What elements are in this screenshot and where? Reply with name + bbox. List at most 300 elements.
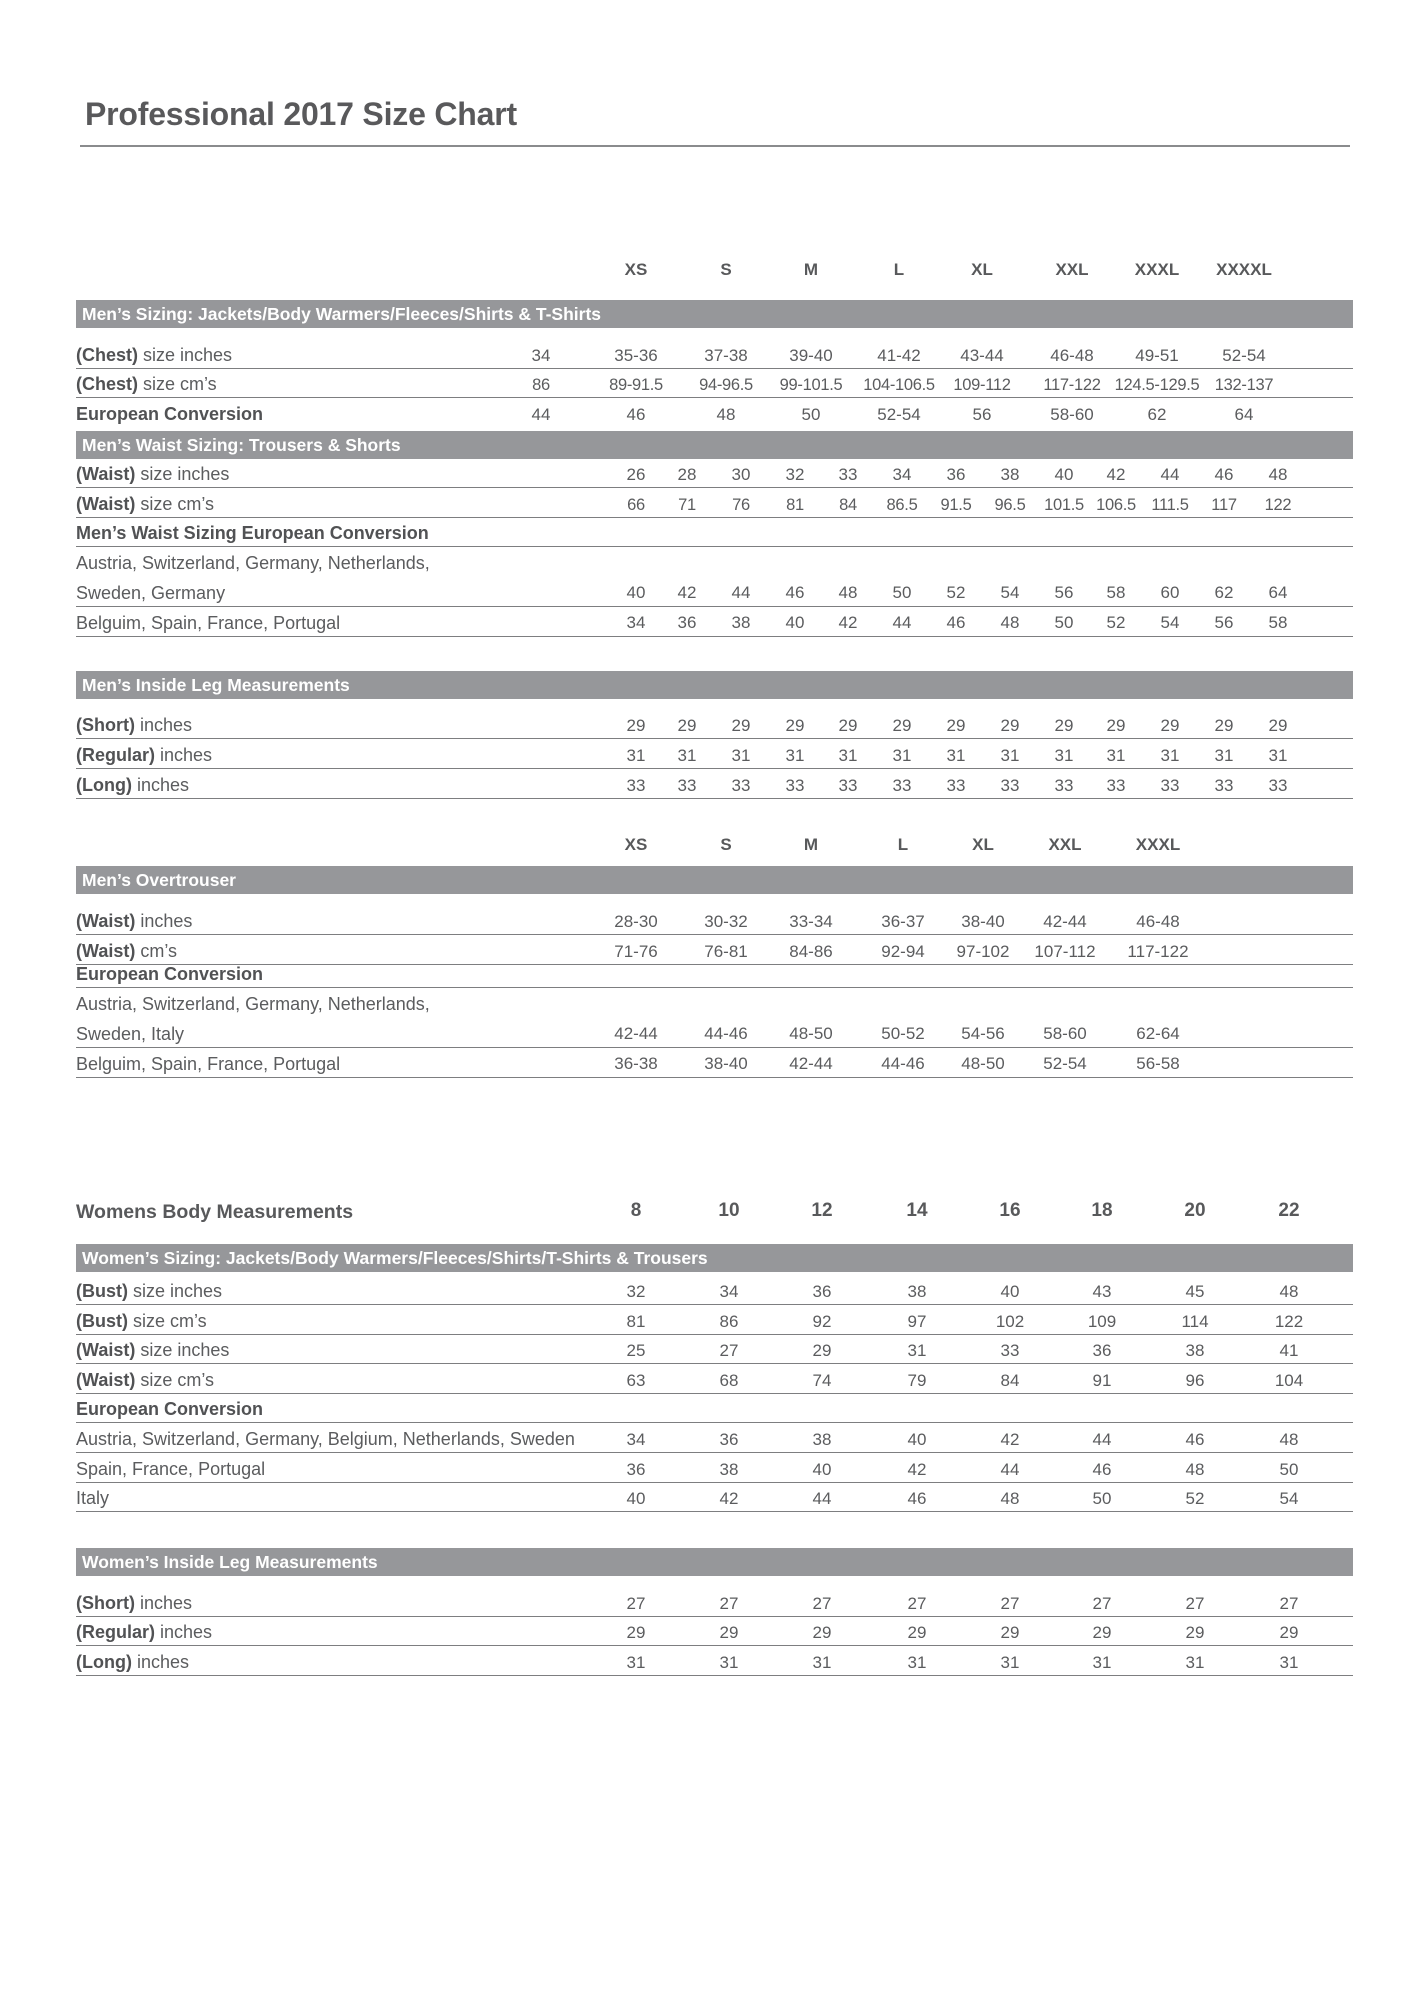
value-cell: 34: [626, 1430, 646, 1449]
value-cell: 92-94: [881, 942, 925, 961]
row-label: [76, 1310, 207, 1332]
size-column-header: 14: [906, 1200, 928, 1221]
size-column-header: XXL: [1048, 835, 1082, 854]
value-cell: 36: [677, 613, 697, 632]
value-cell: 31: [907, 1653, 927, 1672]
size-column-header: 22: [1278, 1200, 1300, 1221]
value-cell: 56: [1054, 583, 1074, 602]
value-cell: 29: [892, 716, 912, 735]
row-divider: [76, 934, 1353, 935]
size-column-header: 10: [718, 1200, 740, 1221]
value-cell: 122: [1274, 1312, 1304, 1331]
value-cell: 42: [719, 1489, 739, 1508]
value-cell: 62-64: [1136, 1024, 1180, 1043]
value-cell: 58: [1268, 613, 1288, 632]
value-cell: 46: [1214, 465, 1234, 484]
row-divider: [76, 546, 1353, 547]
value-cell: 89-91.5: [609, 376, 663, 394]
value-cell: 56-58: [1136, 1054, 1180, 1073]
size-column-header: XL: [972, 835, 994, 854]
row-label-measure: (Waist): [76, 1340, 136, 1360]
value-cell: 33: [731, 776, 751, 795]
value-cell: 62: [1147, 405, 1167, 424]
size-column-header: XXXL: [1135, 835, 1181, 854]
value-cell: 25: [626, 1341, 646, 1360]
size-column-header: XS: [624, 835, 648, 854]
value-cell: 33: [1268, 776, 1288, 795]
womens-conversion-heading: European Conversion: [76, 1399, 264, 1419]
row-label-unit: inches: [155, 745, 213, 765]
size-column-header: 16: [999, 1200, 1021, 1221]
row-divider: [76, 987, 1353, 988]
row-label-unit: size inches: [128, 1281, 223, 1301]
value-cell: 64: [1268, 583, 1288, 602]
value-cell: 34: [626, 613, 646, 632]
value-cell: 117-122: [1127, 942, 1189, 961]
value-cell: 81: [786, 496, 804, 514]
value-cell: 101.5: [1044, 496, 1084, 514]
row-label: [76, 1369, 214, 1391]
size-column-header: L: [893, 260, 905, 279]
value-cell: 31: [1092, 1653, 1112, 1672]
value-cell: 38-40: [704, 1054, 748, 1073]
value-cell: 29: [812, 1341, 832, 1360]
value-cell: 46-48: [1136, 912, 1180, 931]
value-cell: 52: [946, 583, 966, 602]
value-cell: 27: [812, 1594, 832, 1613]
value-cell: 44: [731, 583, 751, 602]
value-cell: 54-56: [961, 1024, 1005, 1043]
value-cell: 29: [626, 1623, 646, 1642]
row-label-measure: (Short): [76, 715, 135, 735]
row-divider: [76, 1047, 1353, 1048]
value-cell: 44-46: [704, 1024, 748, 1043]
value-cell: 49-51: [1135, 346, 1179, 365]
value-cell: 48: [1185, 1460, 1205, 1479]
page-title: Professional 2017 Size Chart: [85, 96, 517, 132]
value-cell: 117-122: [1043, 376, 1101, 394]
size-column-header: 8: [630, 1200, 642, 1221]
value-cell: 52-54: [1043, 1054, 1087, 1073]
value-cell: 104-106.5: [863, 376, 935, 394]
row-label: [76, 1651, 189, 1673]
row-label: Italy: [76, 1488, 110, 1508]
value-cell: 36-38: [614, 1054, 658, 1073]
value-cell: 29: [1000, 1623, 1020, 1642]
row-label: [76, 1339, 229, 1361]
value-cell: 28: [677, 465, 697, 484]
value-cell: 33: [838, 776, 858, 795]
row-label-measure: (Chest): [76, 374, 138, 394]
row-divider: [76, 1334, 1353, 1335]
row-label: Austria, Switzerland, Germany, Netherlands,: [76, 994, 430, 1014]
value-cell: 40: [1000, 1282, 1020, 1301]
value-cell: 43: [1092, 1282, 1112, 1301]
value-cell: 46-48: [1050, 346, 1094, 365]
row-divider: [76, 1675, 1353, 1676]
value-cell: 58-60: [1050, 405, 1094, 424]
value-cell: 43-44: [960, 346, 1004, 365]
value-cell: 29: [1054, 716, 1074, 735]
value-cell: 60: [1160, 583, 1180, 602]
value-cell: 44: [1000, 1460, 1020, 1479]
size-column-header: 18: [1091, 1200, 1113, 1221]
value-cell: 29: [1000, 716, 1020, 735]
value-cell: 31: [1268, 746, 1288, 765]
mens-waist-conversion-heading: Men’s Waist Sizing European Conversion: [76, 523, 429, 543]
size-column-header: S: [720, 260, 732, 279]
value-cell: 41: [1279, 1341, 1299, 1360]
row-label-measure: (Waist): [76, 941, 136, 961]
value-cell: 92: [812, 1312, 832, 1331]
mens-waist-header: Men’s Waist Sizing: Trousers & Shorts: [76, 431, 1353, 459]
value-cell: 31: [626, 1653, 646, 1672]
size-column-header: L: [897, 835, 909, 854]
value-cell: 27: [626, 1594, 646, 1613]
value-cell: 41-42: [877, 346, 921, 365]
row-label-unit: size inches: [135, 1340, 230, 1360]
value-cell: 29: [1268, 716, 1288, 735]
value-cell: 81: [626, 1312, 646, 1331]
value-cell: 33: [838, 465, 858, 484]
value-cell: 40: [907, 1430, 927, 1449]
value-cell: 31: [1160, 746, 1180, 765]
value-cell: 36: [946, 465, 966, 484]
value-cell: 31: [1185, 1653, 1205, 1672]
row-label-measure: (Long): [76, 1652, 132, 1672]
value-cell: 33: [1054, 776, 1074, 795]
value-cell: 48: [1268, 465, 1288, 484]
value-cell: 29: [1214, 716, 1234, 735]
value-cell: 33: [946, 776, 966, 795]
row-label: [76, 910, 192, 932]
value-cell: 30: [731, 465, 751, 484]
value-cell: 99-101.5: [779, 376, 843, 394]
value-cell: 38: [731, 613, 751, 632]
value-cell: 48: [838, 583, 858, 602]
value-cell: 38: [1000, 465, 1020, 484]
value-cell: 38: [907, 1282, 927, 1301]
value-cell: 50: [1092, 1489, 1112, 1508]
value-cell: 31: [1279, 1653, 1299, 1672]
value-cell: 44: [812, 1489, 832, 1508]
value-cell: 102: [995, 1312, 1025, 1331]
value-cell: 94-96.5: [699, 376, 753, 394]
value-cell: 44: [1160, 465, 1180, 484]
value-cell: 96.5: [994, 496, 1026, 514]
row-label-measure: (Bust): [76, 1281, 128, 1301]
row-label-measure: (Waist): [76, 494, 136, 514]
value-cell: 35-36: [614, 346, 658, 365]
value-cell: 97-102: [956, 942, 1010, 961]
row-divider: [76, 606, 1353, 607]
value-cell: 26: [626, 465, 646, 484]
value-cell: 42: [1106, 465, 1126, 484]
value-cell: 104: [1274, 1371, 1304, 1390]
value-cell: 91: [1092, 1371, 1112, 1390]
value-cell: 28-30: [614, 912, 658, 931]
row-divider: [76, 1645, 1353, 1646]
value-cell: 48: [1000, 1489, 1020, 1508]
value-cell: 33: [626, 776, 646, 795]
value-cell: 27: [1092, 1594, 1112, 1613]
value-cell: 36: [719, 1430, 739, 1449]
row-divider: [76, 798, 1353, 799]
value-cell: 64: [1234, 405, 1254, 424]
row-label-unit: inches: [134, 1593, 193, 1613]
value-cell: 84: [1000, 1371, 1020, 1390]
value-cell: 56: [1214, 613, 1234, 632]
row-label-measure: (Regular): [76, 1622, 156, 1642]
value-cell: 33: [1106, 776, 1126, 795]
value-cell: 33: [892, 776, 912, 795]
value-cell: 91.5: [940, 496, 972, 514]
row-label-measure: (Long): [76, 775, 132, 795]
row-divider: [76, 636, 1353, 637]
value-cell: 36: [812, 1282, 832, 1301]
row-divider: [76, 1482, 1353, 1483]
value-cell: 46: [1185, 1430, 1205, 1449]
row-divider: [76, 1511, 1353, 1512]
row-label-unit: size cm’s: [135, 494, 215, 514]
value-cell: 31: [838, 746, 858, 765]
row-divider: [76, 368, 1353, 369]
row-label: [76, 493, 214, 515]
value-cell: 40: [785, 613, 805, 632]
value-cell: 29: [719, 1623, 739, 1642]
value-cell: 36-37: [881, 912, 925, 931]
row-label: [76, 714, 192, 736]
row-label: [76, 774, 189, 796]
value-cell: 97: [907, 1312, 927, 1331]
value-cell: 42-44: [789, 1054, 833, 1073]
value-cell: 46: [626, 405, 646, 424]
row-label-unit: size inches: [135, 464, 230, 484]
value-cell: 52-54: [1222, 346, 1266, 365]
value-cell: 42: [838, 613, 858, 632]
value-cell: 34: [892, 465, 912, 484]
value-cell: 27: [1185, 1594, 1205, 1613]
value-cell: 111.5: [1151, 496, 1189, 514]
value-cell: 29: [1279, 1623, 1299, 1642]
value-cell: 76: [732, 496, 750, 514]
value-cell: 46: [785, 583, 805, 602]
row-divider: [76, 487, 1353, 488]
row-divider: [76, 768, 1353, 769]
value-cell: 50: [1054, 613, 1074, 632]
value-cell: 33: [677, 776, 697, 795]
row-label-unit: cm’s: [135, 941, 177, 961]
size-column-header: XXXL: [1134, 260, 1180, 279]
mens-leg-header: Men’s Inside Leg Measurements: [76, 671, 1353, 699]
row-divider: [76, 517, 1353, 518]
value-cell: 46: [946, 613, 966, 632]
value-cell: 117: [1211, 496, 1237, 514]
value-cell: 44-46: [881, 1054, 925, 1073]
value-cell: 50: [801, 405, 821, 424]
value-cell: 29: [812, 1623, 832, 1642]
value-cell: 48: [1279, 1282, 1299, 1301]
row-label-unit: size inches: [138, 345, 233, 365]
value-cell: 31: [1054, 746, 1074, 765]
value-cell: 27: [719, 1594, 739, 1613]
row-divider: [76, 1616, 1353, 1617]
row-label: [76, 1280, 222, 1302]
value-cell: 31: [892, 746, 912, 765]
size-column-header: M: [803, 260, 819, 279]
value-cell: 29: [838, 716, 858, 735]
value-cell: 29: [626, 716, 646, 735]
row-label-measure: (Short): [76, 1593, 135, 1613]
size-column-header: XS: [624, 260, 648, 279]
value-cell: 132-137: [1214, 376, 1274, 394]
value-cell: 31: [626, 746, 646, 765]
value-cell: 86: [532, 376, 550, 394]
value-cell: 30-32: [704, 912, 748, 931]
row-divider: [76, 1393, 1353, 1394]
row-label-unit: inches: [135, 911, 193, 931]
value-cell: 48-50: [961, 1054, 1005, 1073]
row-label: Austria, Switzerland, Germany, Netherlands,: [76, 553, 430, 573]
value-cell: 50: [1279, 1460, 1299, 1479]
value-cell: 38-40: [961, 912, 1005, 931]
row-label: Sweden, Germany: [76, 583, 226, 603]
value-cell: 33: [1000, 776, 1020, 795]
value-cell: 40: [1054, 465, 1074, 484]
row-label-unit: inches: [134, 715, 193, 735]
value-cell: 27: [907, 1594, 927, 1613]
value-cell: 45: [1185, 1282, 1205, 1301]
value-cell: 31: [731, 746, 751, 765]
value-cell: 71-76: [614, 942, 658, 961]
value-cell: 36: [1092, 1341, 1112, 1360]
row-divider: [76, 738, 1353, 739]
value-cell: 33: [1160, 776, 1180, 795]
value-cell: 52-54: [877, 405, 921, 424]
row-label: European Conversion: [76, 404, 264, 424]
value-cell: 29: [677, 716, 697, 735]
overtrouser-conversion-heading: European Conversion: [76, 964, 264, 984]
value-cell: 31: [907, 1341, 927, 1360]
value-cell: 106.5: [1096, 496, 1136, 514]
row-divider: [76, 964, 1353, 965]
value-cell: 42: [1000, 1430, 1020, 1449]
value-cell: 31: [785, 746, 805, 765]
row-divider: [76, 1422, 1353, 1423]
value-cell: 74: [812, 1371, 832, 1390]
row-divider: [76, 1452, 1353, 1453]
value-cell: 42: [907, 1460, 927, 1479]
size-column-header: S: [720, 835, 732, 854]
value-cell: 29: [1185, 1623, 1205, 1642]
row-label: [76, 373, 217, 395]
value-cell: 50: [892, 583, 912, 602]
value-cell: 109-112: [953, 376, 1011, 394]
value-cell: 54: [1279, 1489, 1299, 1508]
row-label-measure: (Bust): [76, 1311, 128, 1331]
value-cell: 124.5-129.5: [1114, 376, 1200, 394]
value-cell: 44: [1092, 1430, 1112, 1449]
value-cell: 42: [677, 583, 697, 602]
row-label: Austria, Switzerland, Germany, Belgium, Netherlands, Sweden: [76, 1429, 575, 1449]
row-label: [76, 744, 212, 766]
value-cell: 44: [531, 405, 551, 424]
value-cell: 76-81: [704, 942, 748, 961]
value-cell: 114: [1181, 1312, 1209, 1331]
row-label: [76, 463, 229, 485]
value-cell: 44: [892, 613, 912, 632]
size-column-header: M: [803, 835, 819, 854]
row-divider: [76, 1304, 1353, 1305]
value-cell: 31: [677, 746, 697, 765]
row-label: Spain, France, Portugal: [76, 1459, 266, 1479]
value-cell: 29: [731, 716, 751, 735]
row-label-measure: (Waist): [76, 1370, 136, 1390]
row-label-unit: inches: [131, 775, 190, 795]
row-label-unit: inches: [155, 1622, 213, 1642]
womens-title: Womens Body Measurements: [76, 1201, 354, 1223]
row-label: [76, 1592, 192, 1614]
value-cell: 40: [626, 1489, 646, 1508]
value-cell: 52: [1185, 1489, 1205, 1508]
womens-sizing-header: Women’s Sizing: Jackets/Body Warmers/Fleeces/Shirts/T-Shirts & Trousers: [76, 1244, 1353, 1272]
row-label-unit: size cm’s: [128, 1311, 207, 1331]
value-cell: 40: [812, 1460, 832, 1479]
value-cell: 46: [1092, 1460, 1112, 1479]
value-cell: 33-34: [789, 912, 833, 931]
value-cell: 29: [1160, 716, 1180, 735]
value-cell: 54: [1000, 583, 1020, 602]
size-column-header: XXL: [1055, 260, 1089, 279]
value-cell: 38: [812, 1430, 832, 1449]
value-cell: 48: [1000, 613, 1020, 632]
value-cell: 27: [1000, 1594, 1020, 1613]
row-label-measure: (Waist): [76, 911, 136, 931]
value-cell: 58-60: [1043, 1024, 1087, 1043]
value-cell: 62: [1214, 583, 1234, 602]
value-cell: 42-44: [614, 1024, 658, 1043]
row-label-measure: (Regular): [76, 745, 156, 765]
value-cell: 31: [719, 1653, 739, 1672]
value-cell: 50-52: [881, 1024, 925, 1043]
value-cell: 84: [839, 496, 857, 514]
row-divider: [76, 397, 1353, 398]
mens-jackets-header: Men’s Sizing: Jackets/Body Warmers/Fleeces/Shirts & T-Shirts: [76, 300, 1353, 328]
womens-leg-header: Women’s Inside Leg Measurements: [76, 1548, 1353, 1576]
size-column-header: 20: [1184, 1200, 1206, 1221]
row-label-measure: (Waist): [76, 464, 136, 484]
value-cell: 46: [907, 1489, 927, 1508]
title-divider: [80, 145, 1350, 147]
value-cell: 33: [785, 776, 805, 795]
value-cell: 84-86: [789, 942, 833, 961]
size-column-header: XL: [971, 260, 993, 279]
value-cell: 86: [719, 1312, 739, 1331]
value-cell: 31: [812, 1653, 832, 1672]
value-cell: 96: [1185, 1371, 1205, 1390]
row-label: Belguim, Spain, France, Portugal: [76, 613, 341, 633]
value-cell: 34: [531, 346, 551, 365]
size-column-header: XXXXL: [1216, 260, 1272, 279]
value-cell: 48: [716, 405, 736, 424]
value-cell: 33: [1214, 776, 1234, 795]
value-cell: 29: [1106, 716, 1126, 735]
value-cell: 39-40: [789, 346, 833, 365]
row-divider: [76, 1077, 1353, 1078]
value-cell: 107-112: [1034, 942, 1096, 961]
value-cell: 27: [1279, 1594, 1299, 1613]
value-cell: 63: [626, 1371, 646, 1390]
